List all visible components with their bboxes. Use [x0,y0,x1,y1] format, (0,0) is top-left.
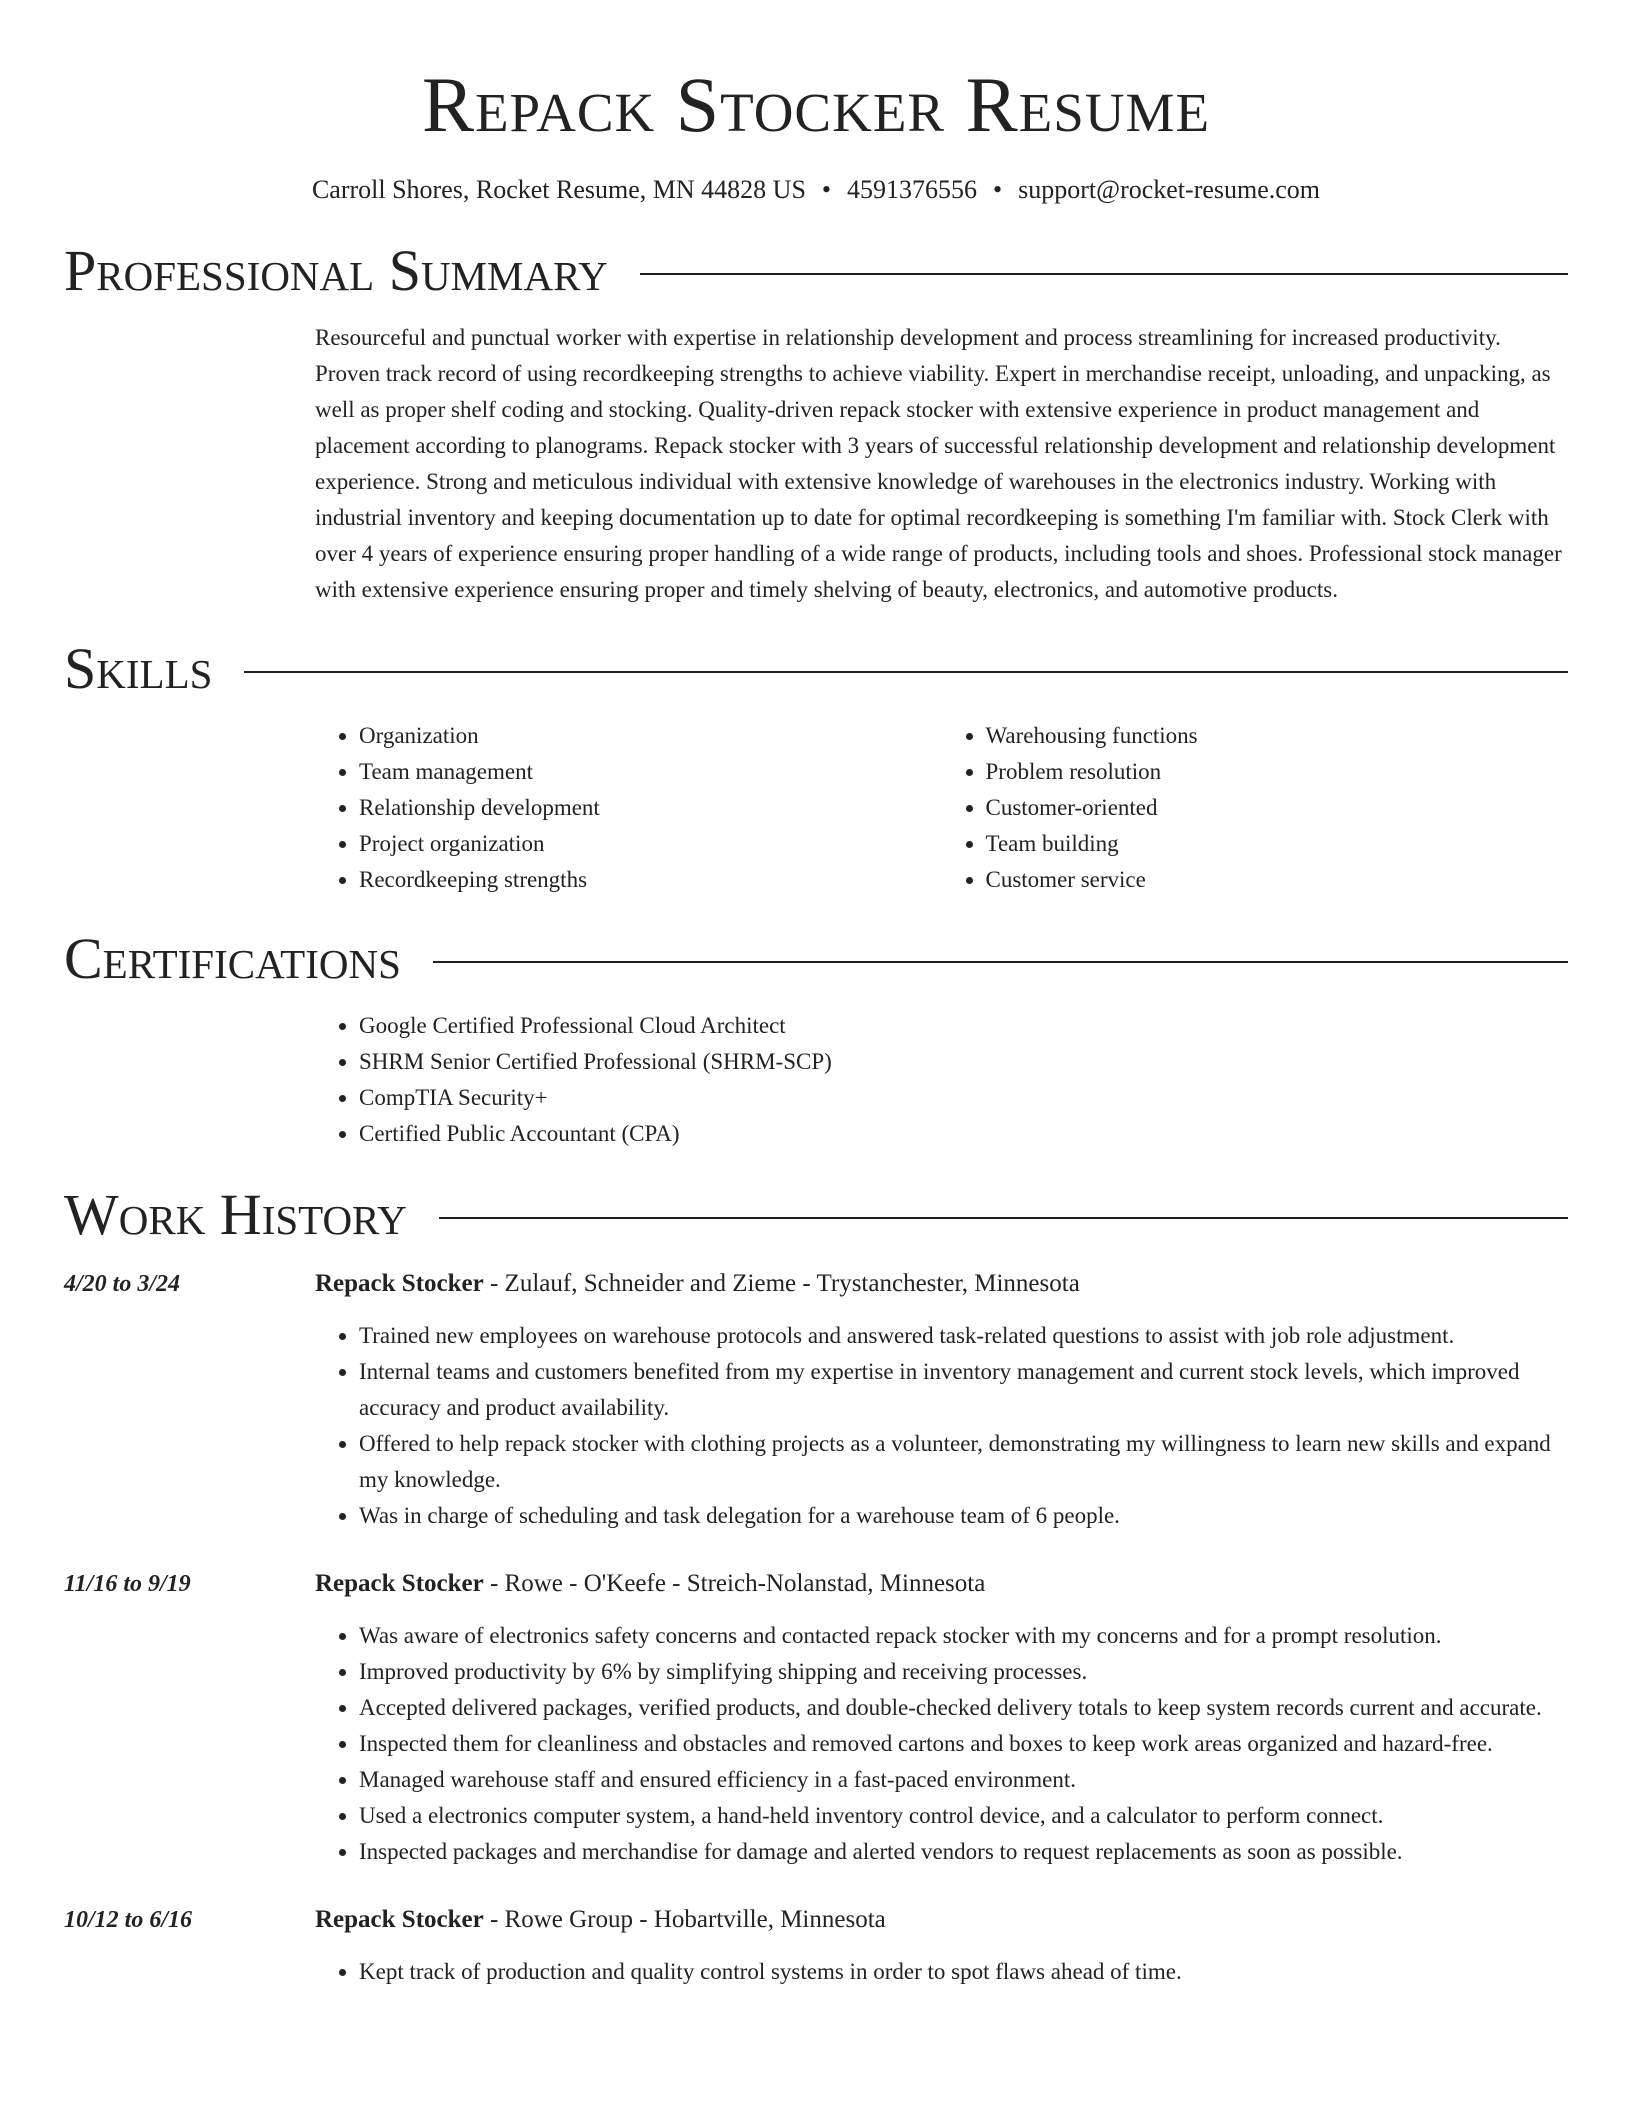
job-role: Repack Stocker [315,1906,484,1933]
job-bullet: • Inspected them for cleanliness and obstacles and removed cartons and boxes to keep work areas organized and hazard-free. [359,1726,1568,1762]
job-bullet: • Internal teams and customers benefited from my expertise in inventory management and current stock levels, which improved accuracy and product availability. [359,1354,1568,1426]
summary-text: Resourceful and punctual worker with expertise in relationship development and process streamlining for increased productivity. Proven track record of using recordkeeping strengths to achieve viability. Expert in merchandise receipt, unloading, and unpacking, as well as proper shelf coding and stocking. Quality-driven repack stocker with extensive experience in product management and placement according to planograms. Repack stocker with 3 years of successful relationship development and relationship development experience. Strong and meticulous individual with extensive knowledge of warehouses in the electronics industry. Working with industrial inventory and keeping documentation up to date for optimal recordkeeping is something I'm familiar with. Stock Clerk with over 4 years of experience ensuring proper handling of a wide range of products, including tools and shoes. Professional stock manager with extensive experience ensuring proper and timely shelving of beauty, electronics, and automotive products. [315,325,1562,602]
section-divider [640,273,1568,275]
skill-item: • Organization [359,718,942,754]
contact-email[interactable]: support@rocket-resume.com [1018,175,1321,204]
job-bullets [315,1318,1568,1534]
contact-phone: 4591376556 [847,175,978,204]
job-bullet: • Inspected packages and merchandise for damage and alerted vendors to request replacements as soon as possible. [359,1834,1568,1870]
job-bullet: • Kept track of production and quality control systems in order to spot flaws ahead of time. [359,1954,1568,1990]
skill-item: • Team management [359,754,942,790]
skill-item: • Project organization [359,826,942,862]
certifications-section-header [64,924,1568,994]
skill-item: • Customer service [986,862,1569,898]
job-bullet: • Was aware of electronics safety concerns and contacted repack stocker with my concerns and for a prompt resolution. [359,1618,1568,1654]
section-divider [439,1217,1568,1219]
work-history-section-header [64,1180,1568,1250]
job-bullets [315,1618,1568,1870]
job-entry [64,1266,1568,1534]
job-dates: 4/20 to 3/24 [64,1271,181,1297]
skill-item: • Team building [986,826,1569,862]
job-bullet: • Accepted delivered packages, verified products, and double-checked delivery totals to keep system records current and accurate. [359,1690,1568,1726]
skills-heading: Skills [64,636,213,701]
job-details [315,1566,1568,1870]
certifications-heading: Certifications [64,926,401,991]
job-dates: 10/12 to 6/16 [64,1907,193,1933]
job-role: Repack Stocker [315,1270,484,1297]
certification-item: • Certified Public Accountant (CPA) [359,1116,1568,1152]
contact-line [64,172,1568,208]
skills-list [315,718,1568,898]
certification-item: • Google Certified Professional Cloud Architect [359,1008,1568,1044]
job-details [315,1266,1568,1534]
job-header [315,1566,1568,1602]
job-details [315,1902,1568,1990]
skill-item: • Customer-oriented [986,790,1569,826]
job-bullet: • Was in charge of scheduling and task delegation for a warehouse team of 6 people. [359,1498,1568,1534]
job-bullet: • Improved productivity by 6% by simplifying shipping and receiving processes. [359,1654,1568,1690]
job-dates: 11/16 to 9/19 [64,1571,191,1597]
job-employer: - Rowe - O'Keefe - Streich-Nolanstad, Minnesota [483,1570,986,1597]
skill-item: • Recordkeeping strengths [359,862,942,898]
certification-item: • SHRM Senior Certified Professional (SHRM-SCP) [359,1044,1568,1080]
resume-page [64,0,1568,1990]
job-bullets [315,1954,1568,1990]
skills-column-right [942,718,1569,898]
job-bullet: • Trained new employees on warehouse protocols and answered task-related questions to assist with job role adjustment. [359,1318,1568,1354]
job-bullet: • Offered to help repack stocker with clothing projects as a volunteer, demonstrating my willingness to learn new skills and expand my knowledge. [359,1426,1568,1498]
summary-heading: Professional Summary [64,238,608,303]
summary-section-header [64,236,1568,306]
job-employer: - Zulauf, Schneider and Zieme - Trystanchester, Minnesota [483,1270,1080,1297]
job-entry [64,1566,1568,1870]
skill-item: • Warehousing functions [986,718,1569,754]
certifications-list [315,1008,1568,1152]
job-role: Repack Stocker [315,1570,484,1597]
job-header [315,1902,1568,1938]
section-divider [244,671,1568,673]
certification-item: • CompTIA Security+ [359,1080,1568,1116]
skills-section-header [64,634,1568,704]
job-entry [64,1902,1568,1990]
section-divider [433,961,1568,963]
job-bullet: • Used a electronics computer system, a hand-held inventory control device, and a calculator to perform connect. [359,1798,1568,1834]
contact-separator: • [993,175,1003,204]
job-employer: - Rowe Group - Hobartville, Minnesota [483,1906,886,1933]
job-header [315,1266,1568,1302]
skill-item: • Problem resolution [986,754,1569,790]
certifications-items [315,1008,1568,1152]
skills-column-left [315,718,942,898]
contact-separator: • [821,175,832,204]
resume-title: Repack Stocker Resume [421,61,1211,148]
work-history-heading: Work History [64,1182,407,1247]
contact-address: Carroll Shores, Rocket Resume, MN 44828 US [311,175,806,204]
skill-item: • Relationship development [359,790,942,826]
job-bullet: • Managed warehouse staff and ensured efficiency in a fast-paced environment. [359,1762,1568,1798]
